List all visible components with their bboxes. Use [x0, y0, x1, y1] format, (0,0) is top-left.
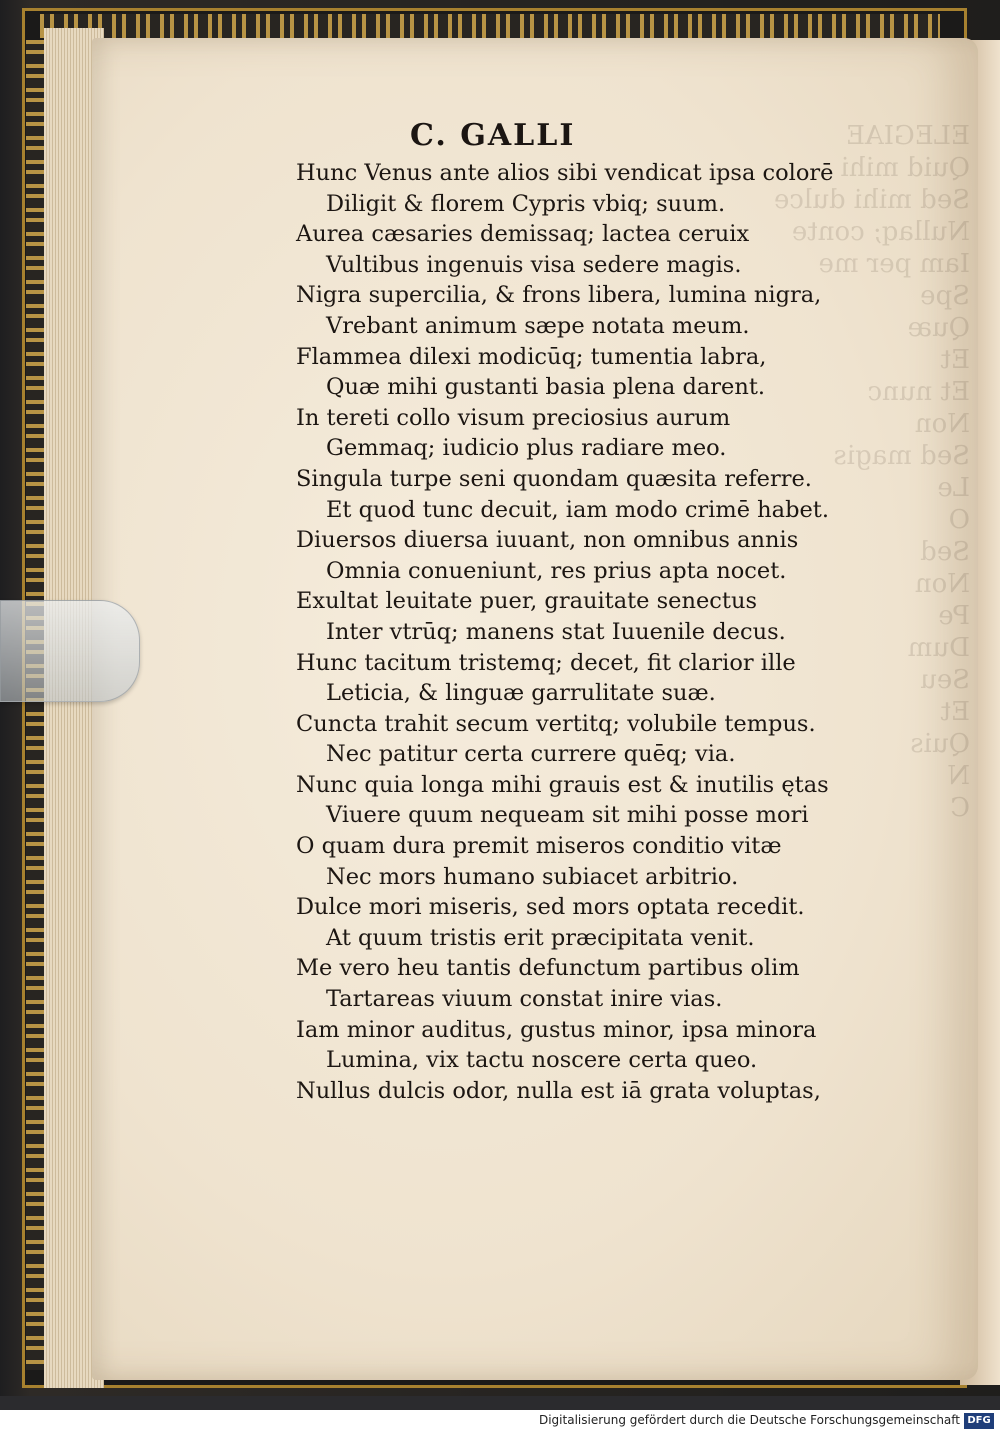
verse-line: In tereti collo visum preciosius aurum: [296, 404, 731, 431]
show-through-text: ELEGIAE Quid mihi Sed mihi dulce Nullaq; conte Iam per me Spe Quæ Et Et nunc Non Sed magis Le O Sed Non Pe Dum Seu Et Quis N C: [773, 121, 970, 823]
glass-page-clip: [0, 600, 140, 702]
verse-line: Gemmaq; iudicio plus radiare meo.: [326, 435, 727, 462]
verse-line: Lumina, vix tactu noscere certa queo.: [326, 1047, 758, 1074]
verse-line: Exultat leuitate puer, grauitate senectus: [296, 588, 757, 615]
verse-line: Hunc Venus ante alios sibi vendicat ipsa colorē: [296, 160, 834, 186]
verse-line: Diligit & florem Cypris vbiq; suum.: [326, 190, 726, 217]
verse-line: Iam minor auditus, gustus minor, ipsa minora: [296, 1016, 817, 1043]
verse-line: Vrebant animum sæpe notata meum.: [326, 312, 750, 339]
verse-line: Diuersos diuersa iuuant, non omnibus annis: [296, 527, 799, 554]
gilt-border-left: [26, 40, 46, 1370]
verse-line: Dulce mori miseris, sed mors optata recedit.: [296, 894, 805, 921]
verse-line: Aurea cæsaries demissaq; lactea ceruix: [296, 221, 750, 248]
verse-line: Nec mors humano subiacet arbitrio.: [326, 863, 739, 890]
credit-text: Digitalisierung gefördert durch die Deutsche Forschungsgemeinschaft: [538, 1413, 960, 1427]
footer-bar: [0, 1410, 1000, 1434]
dfg-logo: DFG: [964, 1413, 994, 1429]
verse-line: At quum tristis erit præcipitata venit.: [326, 924, 755, 951]
verse-line: Me vero heu tantis defunctum partibus olim: [296, 955, 800, 982]
verse-line: Flammea dilexi modicūq; tumentia labra,: [296, 343, 767, 370]
verse-line: Nunc quia longa mihi grauis est & inutilis ętas: [296, 771, 829, 798]
verse-block: [296, 158, 856, 1106]
verse-line: Vultibus ingenuis visa sedere magis.: [326, 251, 742, 278]
verse-line: Hunc tacitum tristemq; decet, fit clarior ille: [296, 649, 796, 676]
running-header: C. GALLI: [410, 118, 576, 153]
verse-line: Nullus dulcis odor, nulla est iā grata voluptas,: [296, 1077, 821, 1104]
verse-line: Quæ mihi gustanti basia plena darent.: [326, 374, 766, 401]
verse-line: Singula turpe seni quondam quæsita referre.: [296, 465, 812, 492]
verse-line: Inter vtrūq; manens stat Iuuenile decus.: [326, 618, 786, 645]
verse-line: Leticia, & linguæ garrulitate suæ.: [326, 680, 716, 707]
verse-line: Tartareas viuum constat inire vias.: [326, 986, 723, 1013]
verse-line: Nec patitur certa currere quēq; via.: [326, 741, 736, 768]
gilt-border-top: [40, 14, 940, 38]
verse-line: Et quod tunc decuit, iam modo crimē habet.: [326, 496, 829, 523]
verse-line: Nigra supercilia, & frons libera, lumina nigra,: [296, 282, 822, 309]
verse-line: Omnia conueniunt, res prius apta nocet.: [326, 557, 787, 584]
verse-line: Cuncta trahit secum vertitq; volubile tempus.: [296, 710, 816, 737]
verse-line: O quam dura premit miseros conditio vitæ: [296, 833, 782, 860]
verse-line: Viuere quum nequeam sit mihi posse mori: [326, 802, 809, 829]
